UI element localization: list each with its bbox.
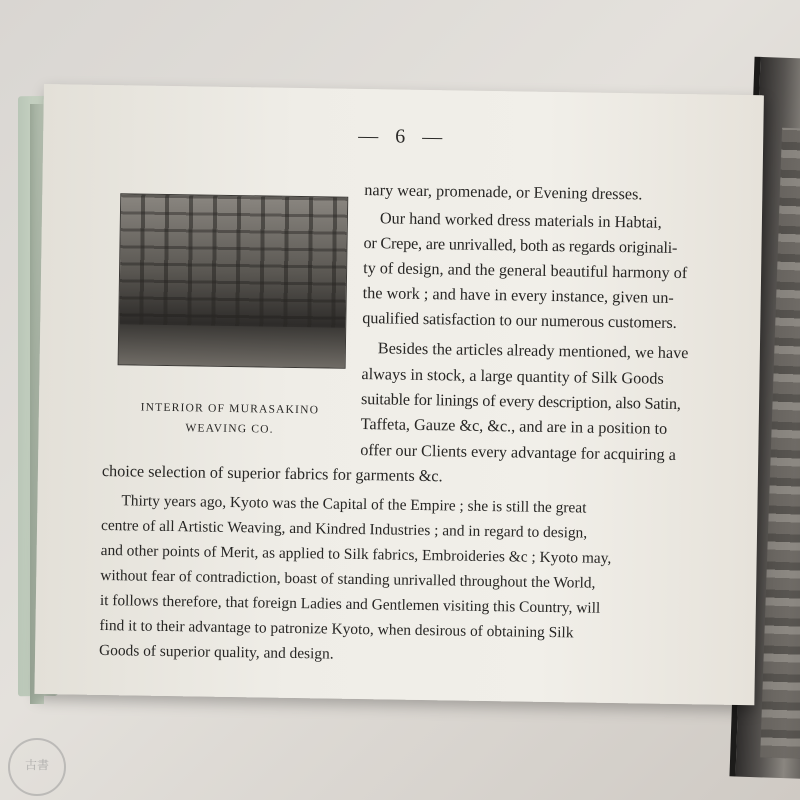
- text-line: offer our Clients every advantage for acquiring a: [360, 441, 677, 464]
- text-line: without fear of contradiction, boast of standing unrivalled throughout the World,: [100, 566, 596, 592]
- text-line: Goods of superior quality, and design.: [98, 641, 334, 663]
- caption-line-2: WEAVING CO.: [185, 422, 274, 436]
- text-line: it follows therefore, that foreign Ladies and Gentlemen visiting this Country, will: [99, 591, 601, 617]
- text-line: Thirty years ago, Kyoto was the Capital of the Empire ; she is still the great: [121, 492, 587, 517]
- text-line: Taffeta, Gauze &c, &c., and are in a position to: [360, 415, 668, 438]
- text-line: choice selection of superior fabrics for garments &c.: [101, 461, 443, 486]
- watermark-seal: 古書: [8, 738, 66, 796]
- page-number: — 6 —: [358, 124, 449, 149]
- text-line: centre of all Artistic Weaving, and Kindred Industries ; and in regard to design,: [100, 516, 588, 542]
- caption-line-1: INTERIOR OF MURASAKINO: [140, 401, 320, 417]
- text-line: and other points of Merit, as applied to Silk fabrics, Embroideries &c ; Kyoto may,: [100, 541, 612, 567]
- book-page: [34, 84, 763, 705]
- text-line: qualified satisfaction to our numerous customers.: [362, 309, 677, 332]
- text-line: always in stock, a large quantity of Silk Goods: [361, 365, 664, 388]
- text-line: nary wear, promenade, or Evening dresses.: [364, 181, 643, 204]
- text-line: the work ; and have in every instance, given un-: [362, 284, 674, 307]
- text-line: suitable for linings of every description, also Satin,: [360, 390, 681, 414]
- facing-page-photo: [760, 128, 800, 760]
- text-line: ty of design, and the general beautiful harmony of: [363, 259, 688, 283]
- text-line: Besides the articles already mentioned, we have: [377, 339, 689, 363]
- text-line: find it to their advantage to patronize Kyoto, when desirous of obtaining Silk: [99, 616, 574, 642]
- text-line: or Crepe, are unrivalled, both as regards originali-: [363, 234, 678, 257]
- photo-caption: [108, 397, 351, 441]
- text-line: Our hand worked dress materials in Habtai,: [379, 209, 662, 232]
- photo-floor: [119, 324, 346, 368]
- factory-photo: [118, 193, 349, 369]
